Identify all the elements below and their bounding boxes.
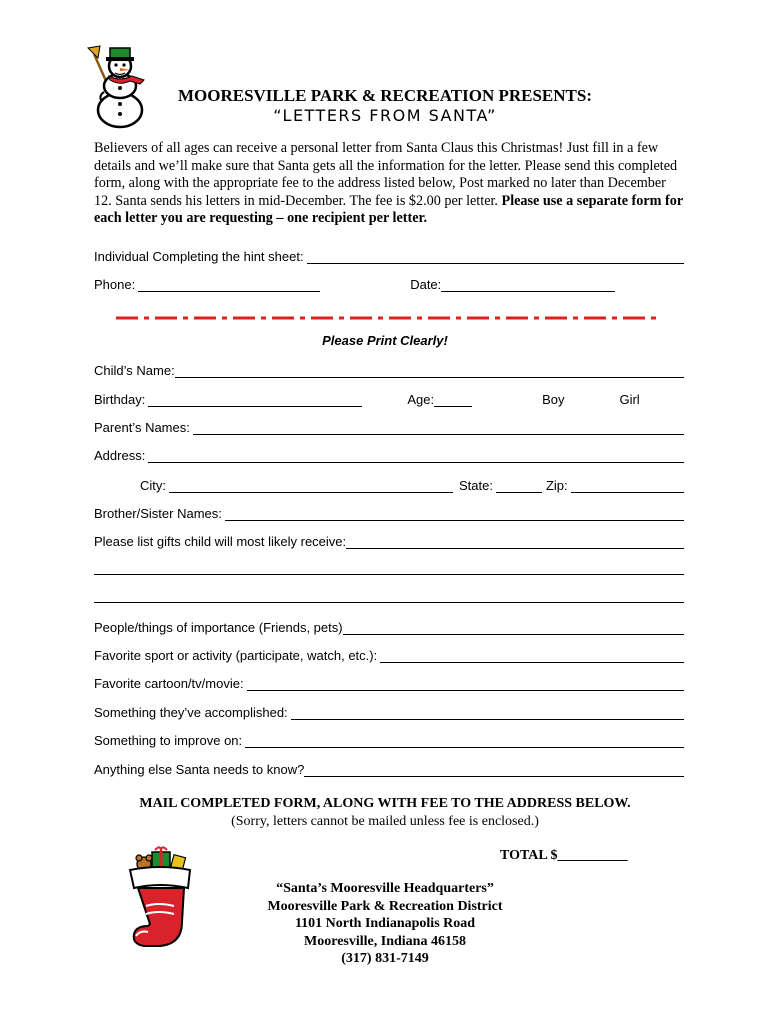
date-field[interactable] [441, 277, 615, 292]
birthday-field[interactable] [148, 392, 362, 407]
sport-row [94, 645, 684, 663]
people-row [94, 617, 684, 635]
state-label: State: [459, 478, 493, 493]
gifts-extra-line-1[interactable] [94, 574, 684, 575]
siblings-label: Brother/Sister Names: [94, 506, 222, 521]
birthday-row [94, 389, 684, 407]
intro-text: Believers of all ages can receive a personal letter from Santa Claus this Christmas! Just fill in a few details and we’ll make sure that Santa gets all the information for the letter. Please send this completed form, along with the appropriate fee to the address listed below, Post marked no later than December 12. Santa sends his letters in mid-December. The fee is $2.00 per letter. [94, 140, 678, 209]
accomplished-label: Something they’ve accomplished: [94, 705, 288, 720]
phone-label: Phone: [94, 277, 136, 292]
accomplished-row [94, 702, 684, 720]
city-field[interactable] [169, 478, 453, 493]
cartoon-field[interactable] [247, 676, 684, 691]
individual-label: Individual Completing the hint sheet: [94, 249, 304, 264]
city-state-zip-row [140, 475, 684, 493]
parents-label: Parent’s Names: [94, 420, 190, 435]
gifts-row [94, 531, 684, 549]
child-name-field[interactable] [175, 363, 684, 378]
improve-label: Something to improve on: [94, 733, 243, 748]
address-line-2: Mooresville Park & Recreation District [267, 898, 503, 914]
phone-number: (317) 831-7149 [341, 951, 429, 966]
improve-row [94, 730, 684, 748]
address-line-4: Mooresville, Indiana 46158 [304, 933, 466, 949]
accomplished-field[interactable] [291, 705, 684, 720]
page-subtitle: “LETTERS FROM SANTA” [273, 106, 497, 125]
state-field[interactable] [496, 478, 542, 493]
address-label: Address: [94, 448, 146, 463]
cartoon-row [94, 673, 684, 691]
address-line-3: 1101 North Indianapolis Road [294, 916, 476, 931]
parents-row [94, 417, 684, 435]
individual-field[interactable] [307, 249, 684, 264]
girl-option[interactable]: Girl [619, 392, 640, 407]
city-label: City: [140, 478, 166, 493]
mailing-address [0, 880, 770, 968]
sport-field[interactable] [380, 648, 684, 663]
address-field[interactable] [148, 448, 684, 463]
anything-row [94, 759, 684, 777]
gifts-field[interactable] [346, 534, 684, 549]
address-line-1: “Santa’s Mooresville Headquarters” [276, 881, 494, 896]
birthday-label: Birthday: [94, 392, 146, 407]
cartoon-label: Favorite cartoon/tv/movie: [94, 676, 244, 691]
improve-field[interactable] [245, 733, 684, 748]
intro-paragraph [94, 140, 684, 228]
child-name-row [94, 360, 684, 378]
page-title: MOORESVILLE PARK & RECREATION PRESENTS: [177, 86, 593, 105]
age-label: Age: [407, 392, 435, 407]
mail-instructions: MAIL COMPLETED FORM, ALONG WITH FEE TO THE ADDRESS BELOW. [139, 796, 631, 811]
phone-date-row [94, 274, 684, 292]
date-label: Date: [410, 277, 442, 292]
people-label: People/things of importance (Friends, pets) [94, 620, 343, 635]
gifts-extra-line-2[interactable] [94, 602, 684, 603]
people-field[interactable] [343, 620, 684, 635]
fee-notice: (Sorry, letters cannot be mailed unless fee is enclosed.) [231, 814, 539, 829]
red-dashed-divider [116, 308, 660, 314]
phone-field[interactable] [138, 277, 320, 292]
total-field[interactable]: TOTAL $__________ [500, 848, 628, 863]
boy-option[interactable]: Boy [542, 392, 565, 407]
zip-label: Zip: [545, 478, 568, 493]
sport-label: Favorite sport or activity (participate, watch, etc.): [94, 648, 378, 663]
siblings-field[interactable] [225, 506, 684, 521]
address-row [94, 445, 684, 463]
age-field[interactable] [434, 392, 472, 407]
intro-bold-text: Please use a separate form for each letter you are requesting – one recipient per letter. [94, 192, 683, 226]
parents-field[interactable] [193, 420, 684, 435]
siblings-row [94, 503, 684, 521]
zip-field[interactable] [571, 478, 684, 493]
gifts-label: Please list gifts child will most likely receive: [94, 534, 347, 549]
print-clearly-note: Please Print Clearly! [322, 333, 448, 348]
anything-label: Anything else Santa needs to know? [94, 762, 305, 777]
anything-field[interactable] [304, 762, 684, 777]
individual-row [94, 246, 684, 264]
child-name-label: Child’s Name: [94, 363, 175, 378]
